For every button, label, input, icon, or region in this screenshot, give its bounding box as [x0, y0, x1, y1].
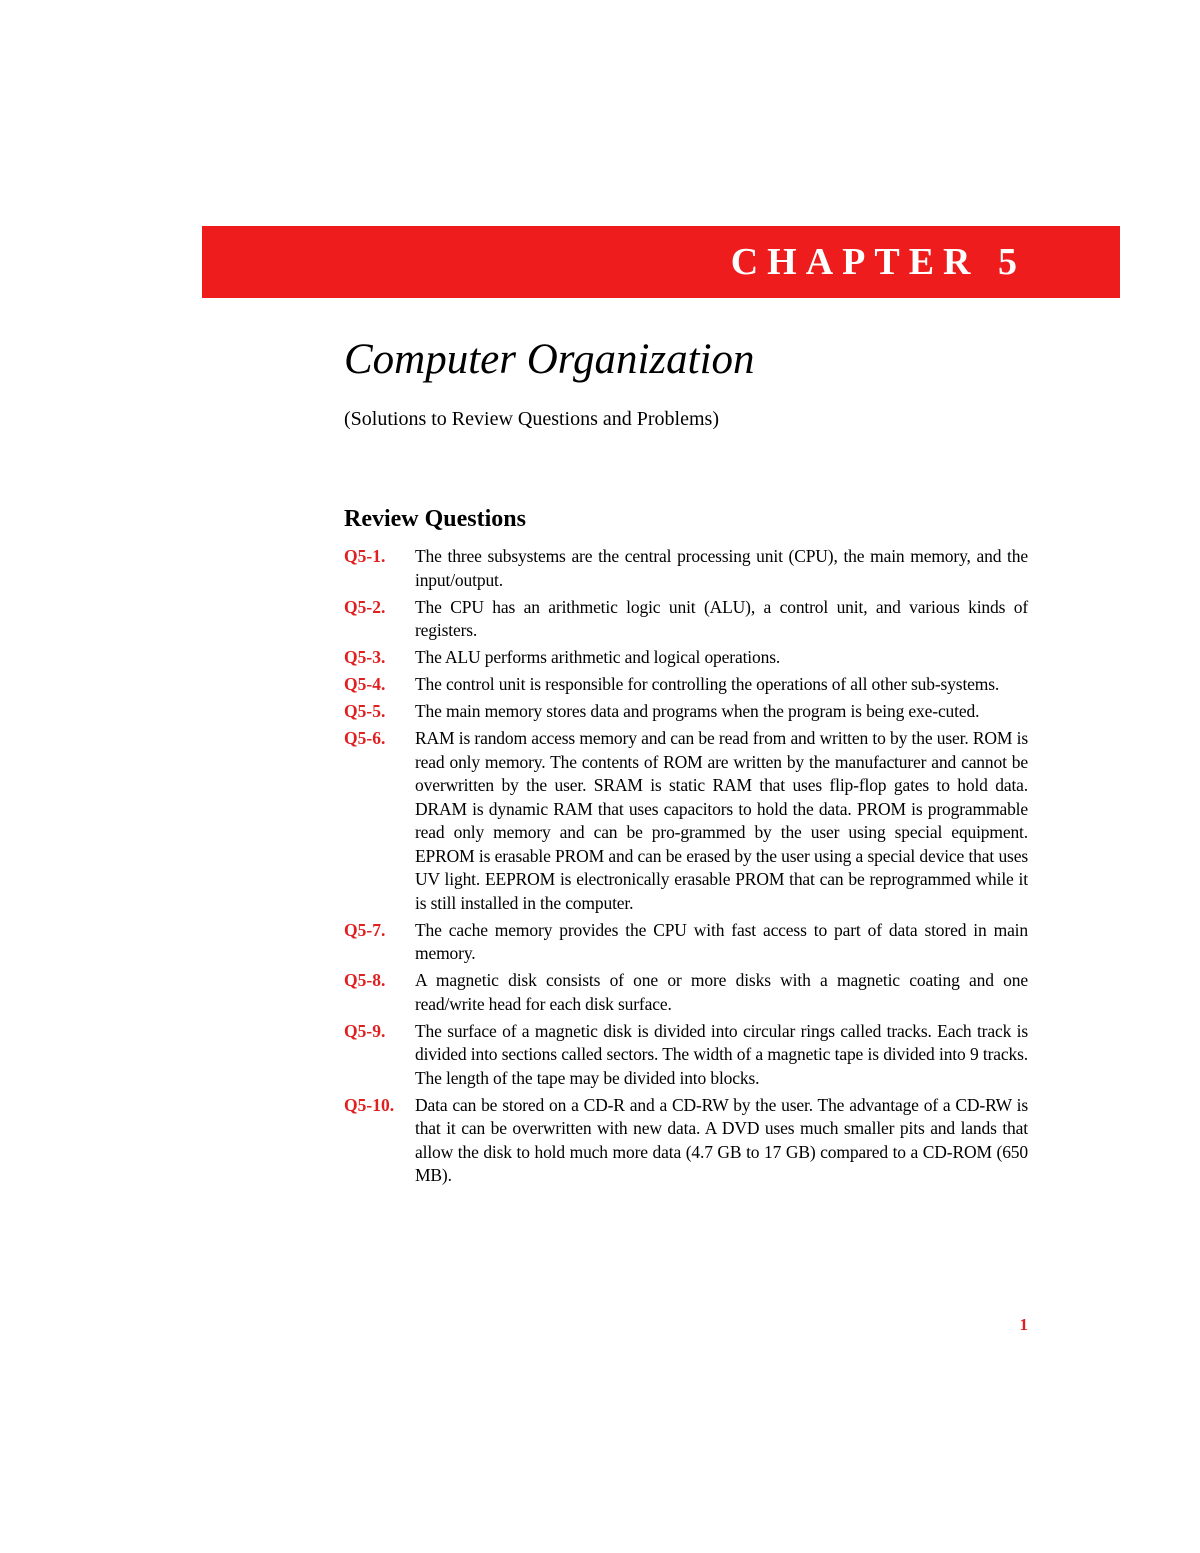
question-label: Q5-9.	[344, 1020, 386, 1041]
question-label: Q5-6.	[344, 728, 386, 748]
question-answer: The CPU has an arithmetic logic unit (ALU), a control unit, and various kinds of registers.	[415, 596, 1028, 640]
question-item	[344, 1094, 1028, 1188]
page-number: 1	[1019, 1315, 1028, 1334]
question-label: Q5-8.	[344, 970, 386, 990]
question-answer: Data can be stored on a CD-R and a CD-RW by the user. The advantage of a CD-RW is that it can be overwritten with new data. A DVD uses much smaller pits and lands that allow the disk to hold much more data (4.7 GB to 17 GB) compared to a CD-ROM (650 MB).	[415, 1094, 1028, 1185]
question-item	[344, 700, 1028, 724]
question-label: Q5-3.	[344, 647, 386, 667]
review-questions-list	[344, 545, 1028, 1191]
question-label: Q5-10.	[344, 1094, 395, 1115]
question-item	[344, 596, 1028, 643]
question-item	[344, 919, 1028, 966]
page-title: Computer Organization	[344, 336, 755, 383]
question-item	[344, 1020, 1028, 1091]
question-item	[344, 673, 1028, 697]
question-label: Q5-7.	[344, 919, 386, 940]
question-answer: The main memory stores data and programs when the program is being exe-cuted.	[415, 701, 980, 721]
question-item	[344, 969, 1028, 1016]
question-answer: RAM is random access memory and can be read from and written to by the user. ROM is read only memory. The contents of ROM are written by the manufacturer and cannot be overwritten by the user. SRAM is static RAM that uses flip-flop gates to hold data. DRAM is dynamic RAM that uses capacitors to hold the data. PROM is programmable read only memory and can be pro-grammed by the user using special equipment. EPROM is erasable PROM and can be erased by the user using a special device that uses UV light. EEPROM is electronically erasable PROM that can be reprogrammed while it is still installed in the computer.	[415, 728, 1028, 913]
question-answer: The ALU performs arithmetic and logical operations.	[415, 647, 781, 667]
question-label: Q5-1.	[344, 546, 386, 566]
question-label: Q5-5.	[344, 701, 386, 721]
question-label: Q5-4.	[344, 674, 386, 694]
page-subtitle: (Solutions to Review Questions and Problems)	[344, 408, 719, 430]
question-answer: A magnetic disk consists of one or more disks with a magnetic coating and one read/write head for each disk surface.	[415, 970, 1028, 1014]
question-item	[344, 727, 1028, 915]
question-item	[344, 545, 1028, 592]
section-heading: Review Questions	[344, 506, 526, 532]
question-label: Q5-2.	[344, 596, 386, 617]
question-item	[344, 646, 1028, 670]
question-answer: The surface of a magnetic disk is divided into circular rings called tracks. Each track is divided into sections called sectors. The width of a magnetic tape is divided into 9 tracks. The length of the tape may be divided into blocks.	[415, 1020, 1028, 1088]
question-answer: The cache memory provides the CPU with fast access to part of data stored in main memory.	[415, 919, 1028, 963]
chapter-label: CHAPTER 5	[730, 241, 1026, 283]
question-answer: The three subsystems are the central processing unit (CPU), the main memory, and the input/output.	[415, 546, 1028, 590]
chapter-banner	[202, 226, 1120, 298]
question-answer: The control unit is responsible for controlling the operations of all other sub-systems.	[415, 674, 1000, 694]
